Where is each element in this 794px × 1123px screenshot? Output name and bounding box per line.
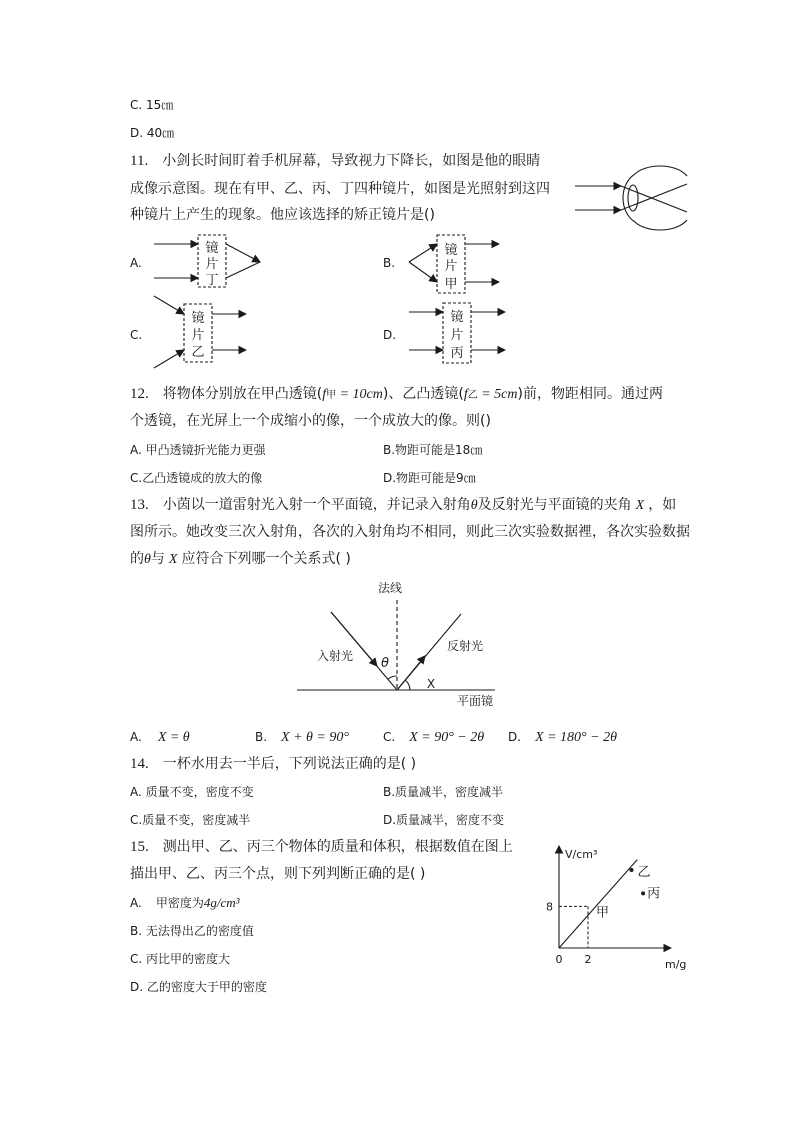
lens-jia-char1: 镜 [444,243,458,258]
q15-option-b: B. 无法得出乙的密度值 [130,924,254,938]
lens-bing-char3: 丙 [450,346,464,361]
ray-in-top [409,244,437,262]
q11-text1: 小剑长时间盯着手机屏幕，导致视力下降长，如图是他的眼睛 [162,153,541,169]
lens-bing-char2: 片 [450,328,464,343]
q13-line1 [130,496,676,515]
lens-ding-diagram [150,232,270,290]
lens-bing-char1: 镜 [450,310,464,325]
q11-line2: 成像示意图。现在有甲、乙、丙、丁四种镜片，如图是光照射到这四 [130,181,550,197]
lens-yi-char1: 镜 [191,311,205,326]
option-c-prev: C. 15㎝ [130,98,174,112]
lens-yi-diagram [150,292,260,372]
eye-ray-top-refracted [621,186,687,212]
eyeball-bottom [635,220,687,230]
q13-opt-c-formula: X = 90° − 2θ [409,730,485,745]
q13-opt-a-formula: X = θ [157,730,190,745]
q12-f1-value: = 10cm [336,387,383,402]
q15-line2: 描出甲、乙、丙三个点，则下列判断正确的是( ) [130,866,426,882]
ray-in-top [154,296,184,314]
q11-option-a-label: A. [130,256,142,270]
q13-text1c: ，如 [648,497,677,513]
q13-text3a: 的 [130,551,144,567]
q13-theta: θ [470,498,478,513]
q13-line2: 图所示。她改变三次入射角，各次的入射角均不相同，则此三次实验数据裡，各次实验数据 [130,524,690,540]
q11-option-d-label: D. [383,328,397,342]
reflected-arrow [397,656,425,690]
cornea [623,174,635,222]
lens-ding-char1: 镜 [205,241,219,256]
reflected-label: 反射光 [446,639,484,653]
q13-text1a: 小茵以一道雷射光入射一个平面镜，并记录入射角 [162,497,471,513]
q12-f1-sub: 甲 [326,390,337,401]
x-arc [405,680,410,690]
ray-in-bottom [409,262,437,282]
q15-text1: 测出甲、乙、丙三个物体的质量和体积，根据数值在图上 [162,839,513,855]
q11-number: 11. [130,153,149,169]
q13-number: 13. [130,497,149,513]
q13-opt-a-label: A. [130,730,142,744]
x-tick-0: 0 [555,953,563,966]
q13-theta-2: θ [144,552,151,567]
q13-text1b: 及反射光与平面镜的夹角 [477,497,632,513]
normal-label: 法线 [377,581,403,595]
ray-in-bottom [154,350,184,368]
point-label-jia: 甲 [596,905,610,921]
lens-jia-char3: 甲 [444,277,458,292]
reflection-diagram [295,578,505,713]
q13-option-a [130,728,190,747]
q15-option-c: C. 丙比甲的密度大 [130,952,231,966]
q13-opt-b-formula: X + θ = 90° [281,730,349,745]
q12-option-c: C.乙凸透镜成的放大的像 [130,471,263,485]
q11-line1 [130,152,540,170]
q13-opt-d-label: D. [508,730,522,744]
eye-ray-bottom-refracted [621,184,687,210]
q13-text3b: 与 [150,551,165,567]
q11-line3: 种镜片上产生的现象。他应该选择的矫正镜片是() [130,207,435,223]
option-d-prev: D. 40㎝ [130,126,175,140]
point-label-yi: 乙 [637,865,651,880]
q12-line1 [130,385,663,405]
q12-f2-sub: 乙 [467,390,478,401]
q13-text3c: 应符合下列哪一个关系式( ) [181,551,351,567]
x-tick-2: 2 [584,953,592,966]
q11-option-b-label: B. [383,256,396,270]
q12-text1c: )前，物距相同。通过两 [517,386,663,402]
q13-x: X [635,498,645,513]
q13-option-c [383,728,484,747]
q15-number: 15. [130,839,149,855]
x-label: X [426,677,436,691]
q13-opt-d-formula: X = 180° − 2θ [535,730,617,745]
point-label-bing: 丙 [647,886,661,902]
point-yi [630,868,634,872]
q14-option-b: B.质量减半，密度减半 [383,785,504,799]
mirror-label: 平面镜 [456,694,494,708]
q12-f2-value: = 5cm [477,387,518,402]
q13-x-2: X [168,552,178,567]
lens-yi-char3: 乙 [191,345,205,360]
lens-jia-diagram [405,232,505,296]
ray-out-top [226,244,260,262]
q13-opt-b-label: B. [255,730,268,744]
q15-option-a [130,894,240,912]
q12-option-d: D.物距可能是9㎝ [383,471,476,485]
y-tick-8: 8 [546,900,553,914]
y-axis-label: V/cm³ [565,848,598,861]
q14-option-c: C.质量不变，密度减半 [130,813,251,827]
point-bing [641,891,645,895]
q12-text1b: )、乙凸透镜( [382,386,464,402]
q15-opt-a-value: 4g/cm³ [203,895,240,910]
q15-opt-a-label: A. [130,896,142,910]
q15-option-d: D. 乙的密度大于甲的密度 [130,980,267,994]
lens-yi-char2: 片 [191,328,205,343]
ray-out-bottom [226,262,260,278]
eyeball-top [635,166,687,176]
q14-option-d: D.质量减半，密度不变 [383,813,505,827]
q11-option-c-label: C. [130,328,143,342]
lens-ding-char3: 丁 [205,273,219,288]
x-axis-label: m/g [665,958,687,971]
q14-number: 14. [130,756,149,772]
q13-option-b [255,728,349,747]
q13-option-d [508,728,617,747]
q15-opt-a-text: 甲密度为 [155,896,204,910]
density-line [559,860,637,948]
lens-jia-char2: 片 [444,259,458,274]
q12-option-b: B.物距可能是18㎝ [383,443,483,457]
lens-bing-diagram [405,300,515,366]
theta-arc [388,676,397,679]
density-chart [545,842,695,974]
q14-option-a: A. 质量不变，密度不变 [130,785,254,799]
q14-text: 一杯水用去一半后，下列说法正确的是( ) [162,756,417,772]
q12-line2: 个透镜，在光屏上一个成缩小的像，一个成放大的像。则() [130,413,491,429]
incident-label: 入射光 [316,649,354,663]
lens-ding-char2: 片 [205,257,219,272]
q12-f2: f [463,387,468,402]
q12-number: 12. [130,386,149,402]
q13-line3 [130,550,351,569]
theta-label: θ [381,656,389,671]
q12-f1: f [322,387,327,402]
q15-line1 [130,838,513,856]
q12-text1a: 将物体分别放在甲凸透镜( [162,386,323,402]
q13-opt-c-label: C. [383,730,396,744]
q12-option-a: A. 甲凸透镜折光能力更强 [130,443,266,457]
eye-diagram [575,160,695,232]
q14-line1 [130,755,416,773]
